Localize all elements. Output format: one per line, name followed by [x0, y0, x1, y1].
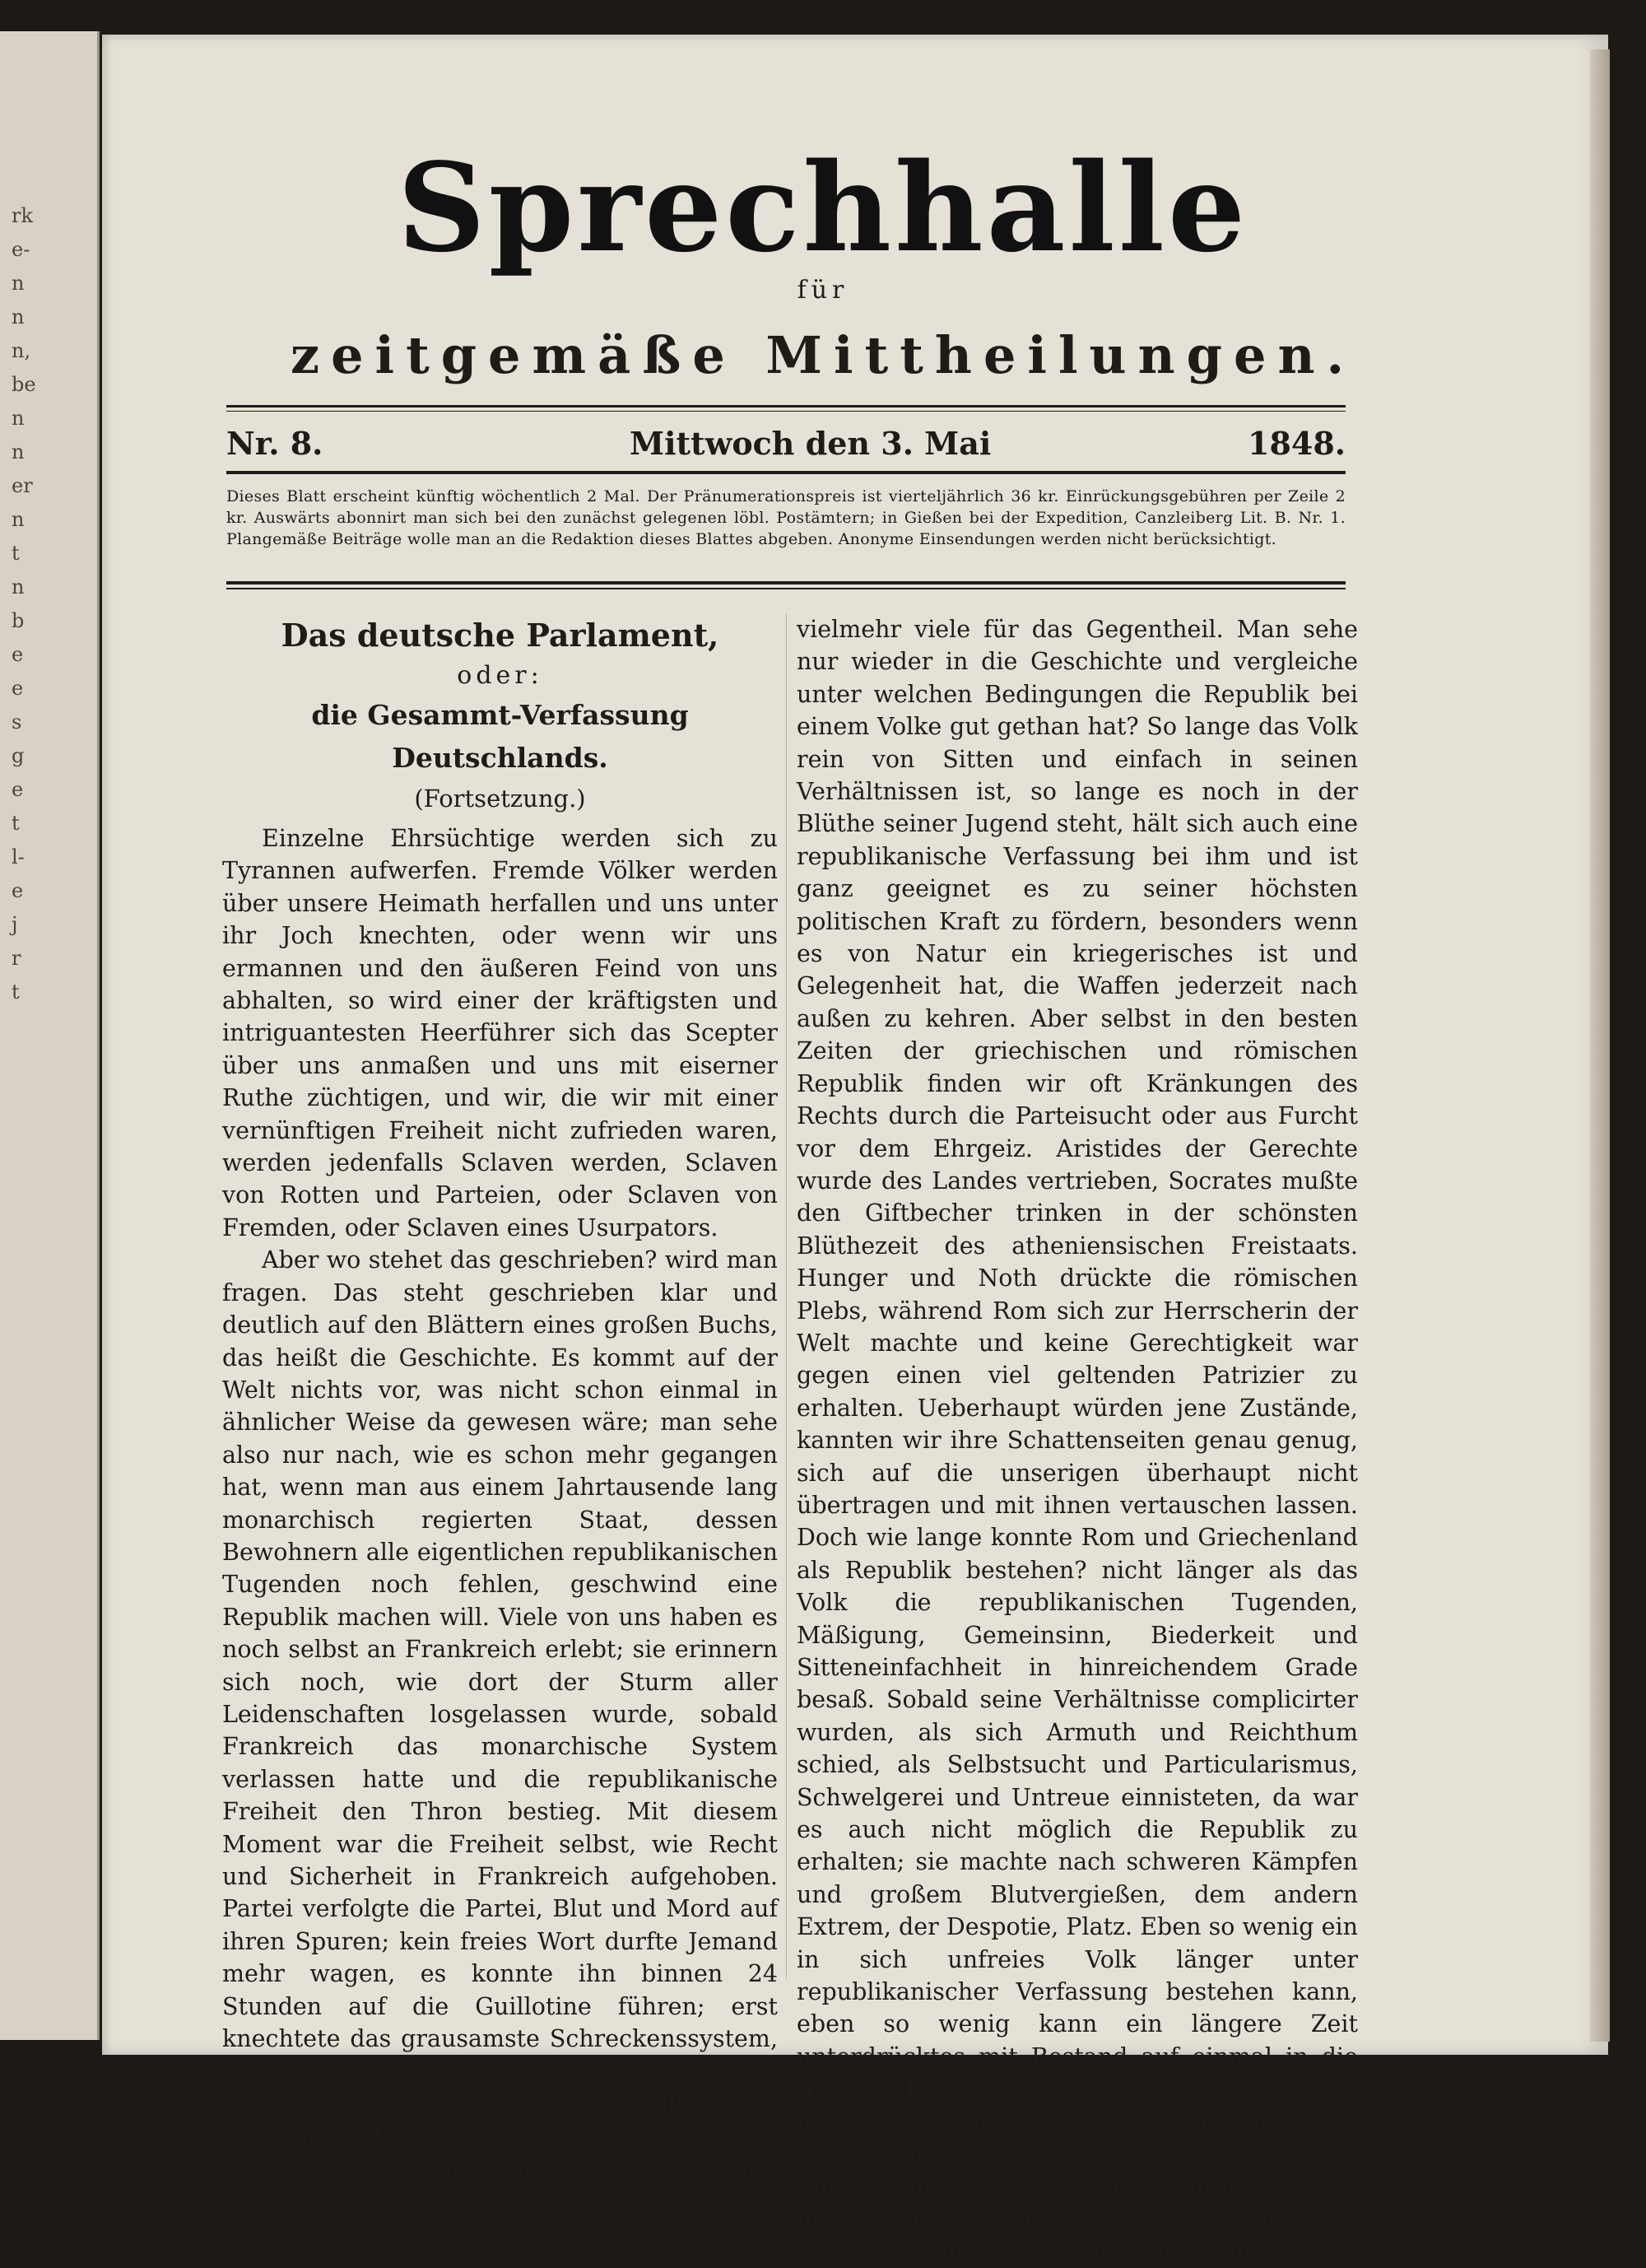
- facing-page-fragment: be: [12, 373, 36, 396]
- article-subhead: die Gesammt-Verfassung Deutschlands.: [311, 699, 689, 774]
- facing-page-fragment: r: [12, 947, 21, 970]
- facing-page-fragment: n: [12, 508, 25, 531]
- article-continuation: (Fortsetzung.): [414, 785, 586, 813]
- column-divider: [786, 613, 787, 1980]
- facing-page-fragment: rk: [12, 204, 34, 227]
- top-double-rule: [226, 405, 1346, 407]
- facing-page-fragment: b: [12, 609, 25, 632]
- left-paragraph-2: Aber wo stehet das geschrieben? wird man fragen. Das steht geschrieben klar und deutlich auf den Blättern eines großen Buchs, das heißt die Geschichte. Es kommt auf der Welt nichts vor, was nicht schon einmal in ähnlicher Weise da gewesen wäre; man sehe also nur nach, wie es schon mehr gegangen hat, wenn man aus einem Jahrtausende lang monarchisch regierten Staat, dessen Bewohnern alle eigentlichen republikanischen Tugenden noch fehlen, geschwind eine Republik machen will. Viele von uns haben es noch selbst an Frankreich erlebt; sie erinnern sich noch, wie dort der Sturm aller Leidenschaften losgelassen wurde, sobald Frankreich das monarchische System verlassen hatte und die republikanische Freiheit den Thron bestieg. Mit diesem Moment war die Freiheit selbst, wie Recht und Sicherheit in Frankreich aufgehoben. Partei verfolgte die Partei, Blut und Mord auf ihren Spuren; kein freies Wort durfte Jemand mehr wagen, es konnte ihn binnen 24 Stunden auf die Guillotine führen; erst knechtete das grausamste Schreckenssystem, dann ein übermüthiger Soldat die Franzosen. Das war der Segen der Republik! Sollte es bei uns wohl viel anders gehen? Sollte unser Volk viel reifer seyn zur republikanischen Verfassung als es die Franzosen 1792 waren? Bis jetzt haben wir keine Beweise hierfür: [222, 1246, 778, 2247]
- facing-page-fragment: l-: [12, 845, 25, 869]
- masthead-title: Sprechhalle: [397, 136, 1249, 279]
- facing-page-fragment: n: [12, 407, 25, 430]
- facing-page-fragment: er: [12, 474, 33, 497]
- facing-page-fragment: e: [12, 677, 24, 700]
- issue-date: Mittwoch den 3. Mai: [630, 425, 992, 462]
- facing-page-fragment: e-: [12, 238, 30, 261]
- issue-line: [226, 418, 1346, 469]
- notice-rule-thin: [226, 588, 1346, 589]
- issue-year: 1848.: [1248, 425, 1346, 462]
- right-paragraph-1: vielmehr viele für das Gegentheil. Man sehe nur wieder in die Geschichte und vergleiche unter welchen Bedingungen die Republik bei einem Volke gut gethan hat? So lange das Volk rein von Sitten und einfach in seinen Verhältnissen ist, so lange es noch in der Blüthe seiner Jugend steht, hält sich auch eine republikanische Verfassung bei ihm und ist ganz geeignet es zu seiner höchsten politischen Kraft zu fördern, besonders wenn es von Natur ein kriegerisches ist und Gelegenheit hat, die Waffen jederzeit nach außen zu kehren. Aber selbst in den besten Zeiten der griechischen und römischen Republik finden wir oft Kränkungen des Rechts durch die Parteisucht oder aus Furcht vor dem Ehrgeiz. Aristides der Gerechte wurde des Landes vertrieben, Socrates mußte den Giftbecher trinken in der schönsten Blüthezeit des atheniensischen Freistaats. Hunger und Noth drückte die römischen Plebs, während Rom sich zur Herrscherin der Welt machte und keine Gerechtigkeit war gegen einen viel geltenden Patrizier zu erhalten. Ueberhaupt würden jene Zustände, kannten wir ihre Schattenseiten genau genug, sich auf die unserigen überhaupt nicht übertragen und mit ihnen vertauschen lassen. Doch wie lange konnte Rom und Griechenland als Republik bestehen? nicht länger als das Volk die republikanischen Tugenden, Mäßigung, Gemeinsinn, Biederkeit und Sitteneinfachheit in hinreichendem Grade besaß. Sobald seine Verhältnisse complicirter wurden, als sich Armuth und Reichthum schied, als Selbstsucht und Particularismus, Schwelgerei und Untreue einnisteten, da war es auch nicht möglich die Republik zu erhalten; sie machte nach schweren Kämpfen und großem Blutvergießen, dem andern Extrem, der Despotie, Platz. Eben so wenig ein in sich unfreies Volk länger unter republikanischer Verfassung bestehen kann, eben so wenig kann ein längere Zeit unterdrücktes mit Bestand auf einmal in die freieste Form des Staates in die Republik übergehen. Alle die, welche behaupten, die Deutschen seyen bisher so sehr von ihren Fürsten in der Sclaverei gehalten worden, mußten daher schon von selbst gegen den Freistaat stimmen, weil das Volk dann: [797, 616, 1358, 2266]
- facing-page-fragment: g: [12, 744, 25, 767]
- facing-page-fragment: n,: [12, 339, 31, 362]
- article-column-left: [222, 613, 778, 2250]
- left-paragraph-1: Einzelne Ehrsüchtige werden sich zu Tyrannen aufwerfen. Fremde Völker werden über unsere Heimath herfallen und uns unter ihr Joch knechten, oder wenn wir uns ermannen und den äußeren Feind von uns abhalten, so wird einer der kräftigsten und intriguantesten Heerführer sich das Scepter über uns anmaßen und uns mit eiserner Ruthe züchtigen, und wir, die wir mit einer vernünftigen Freiheit nicht zufrieden waren, werden jedenfalls Sclaven werden, Sclaven von Rotten und Parteien, oder Sclaven von Fremden, oder Sclaven eines Usurpators.: [222, 825, 778, 1241]
- top-thin-rule: [226, 411, 1346, 412]
- facing-page-fragment: t: [12, 542, 20, 565]
- masthead-fuer: für: [797, 276, 849, 305]
- issue-number: Nr. 8.: [226, 425, 323, 462]
- facing-page-fragment: n: [12, 272, 25, 295]
- facing-page-fragment: t: [12, 980, 20, 1004]
- notice-rule-thick: [226, 581, 1346, 584]
- facing-page-fragment: n: [12, 305, 25, 328]
- article-headline: Das deutsche Parlament,: [281, 617, 719, 654]
- facing-page-fragment: n: [12, 440, 25, 463]
- facing-page-fragment: t: [12, 812, 20, 835]
- facing-page-fragment: s: [12, 710, 22, 733]
- facing-page-fragment: n: [12, 575, 25, 598]
- article-oder: oder:: [457, 661, 543, 690]
- masthead-subtitle: zeitgemäße Mittheilungen.: [290, 325, 1356, 385]
- facing-page-fragment: e: [12, 778, 24, 801]
- facing-page-fragment: e: [12, 879, 24, 902]
- issue-rule: [226, 471, 1346, 474]
- facing-page-fragment: j: [12, 913, 18, 936]
- facing-page-fragment: e: [12, 643, 24, 666]
- article-column-right: [797, 613, 1358, 2268]
- subscription-notice: Dieses Blatt erscheint künftig wöchentlich 2 Mal. Der Pränumerationspreis ist vierteljährlich 36 kr. Einrückungsgebühren per Zeile 2 kr. Auswärts abonnirt man sich bei den zunächst gelegenen löbl. Postämtern; in Gießen bei der Expedition, Canzleiberg Lit. B. Nr. 1. Plangemäße Beiträge wolle man an die Redaktion dieses Blattes abgeben. Anonyme Einsendungen werden nicht berücksichtigt.: [226, 487, 1346, 548]
